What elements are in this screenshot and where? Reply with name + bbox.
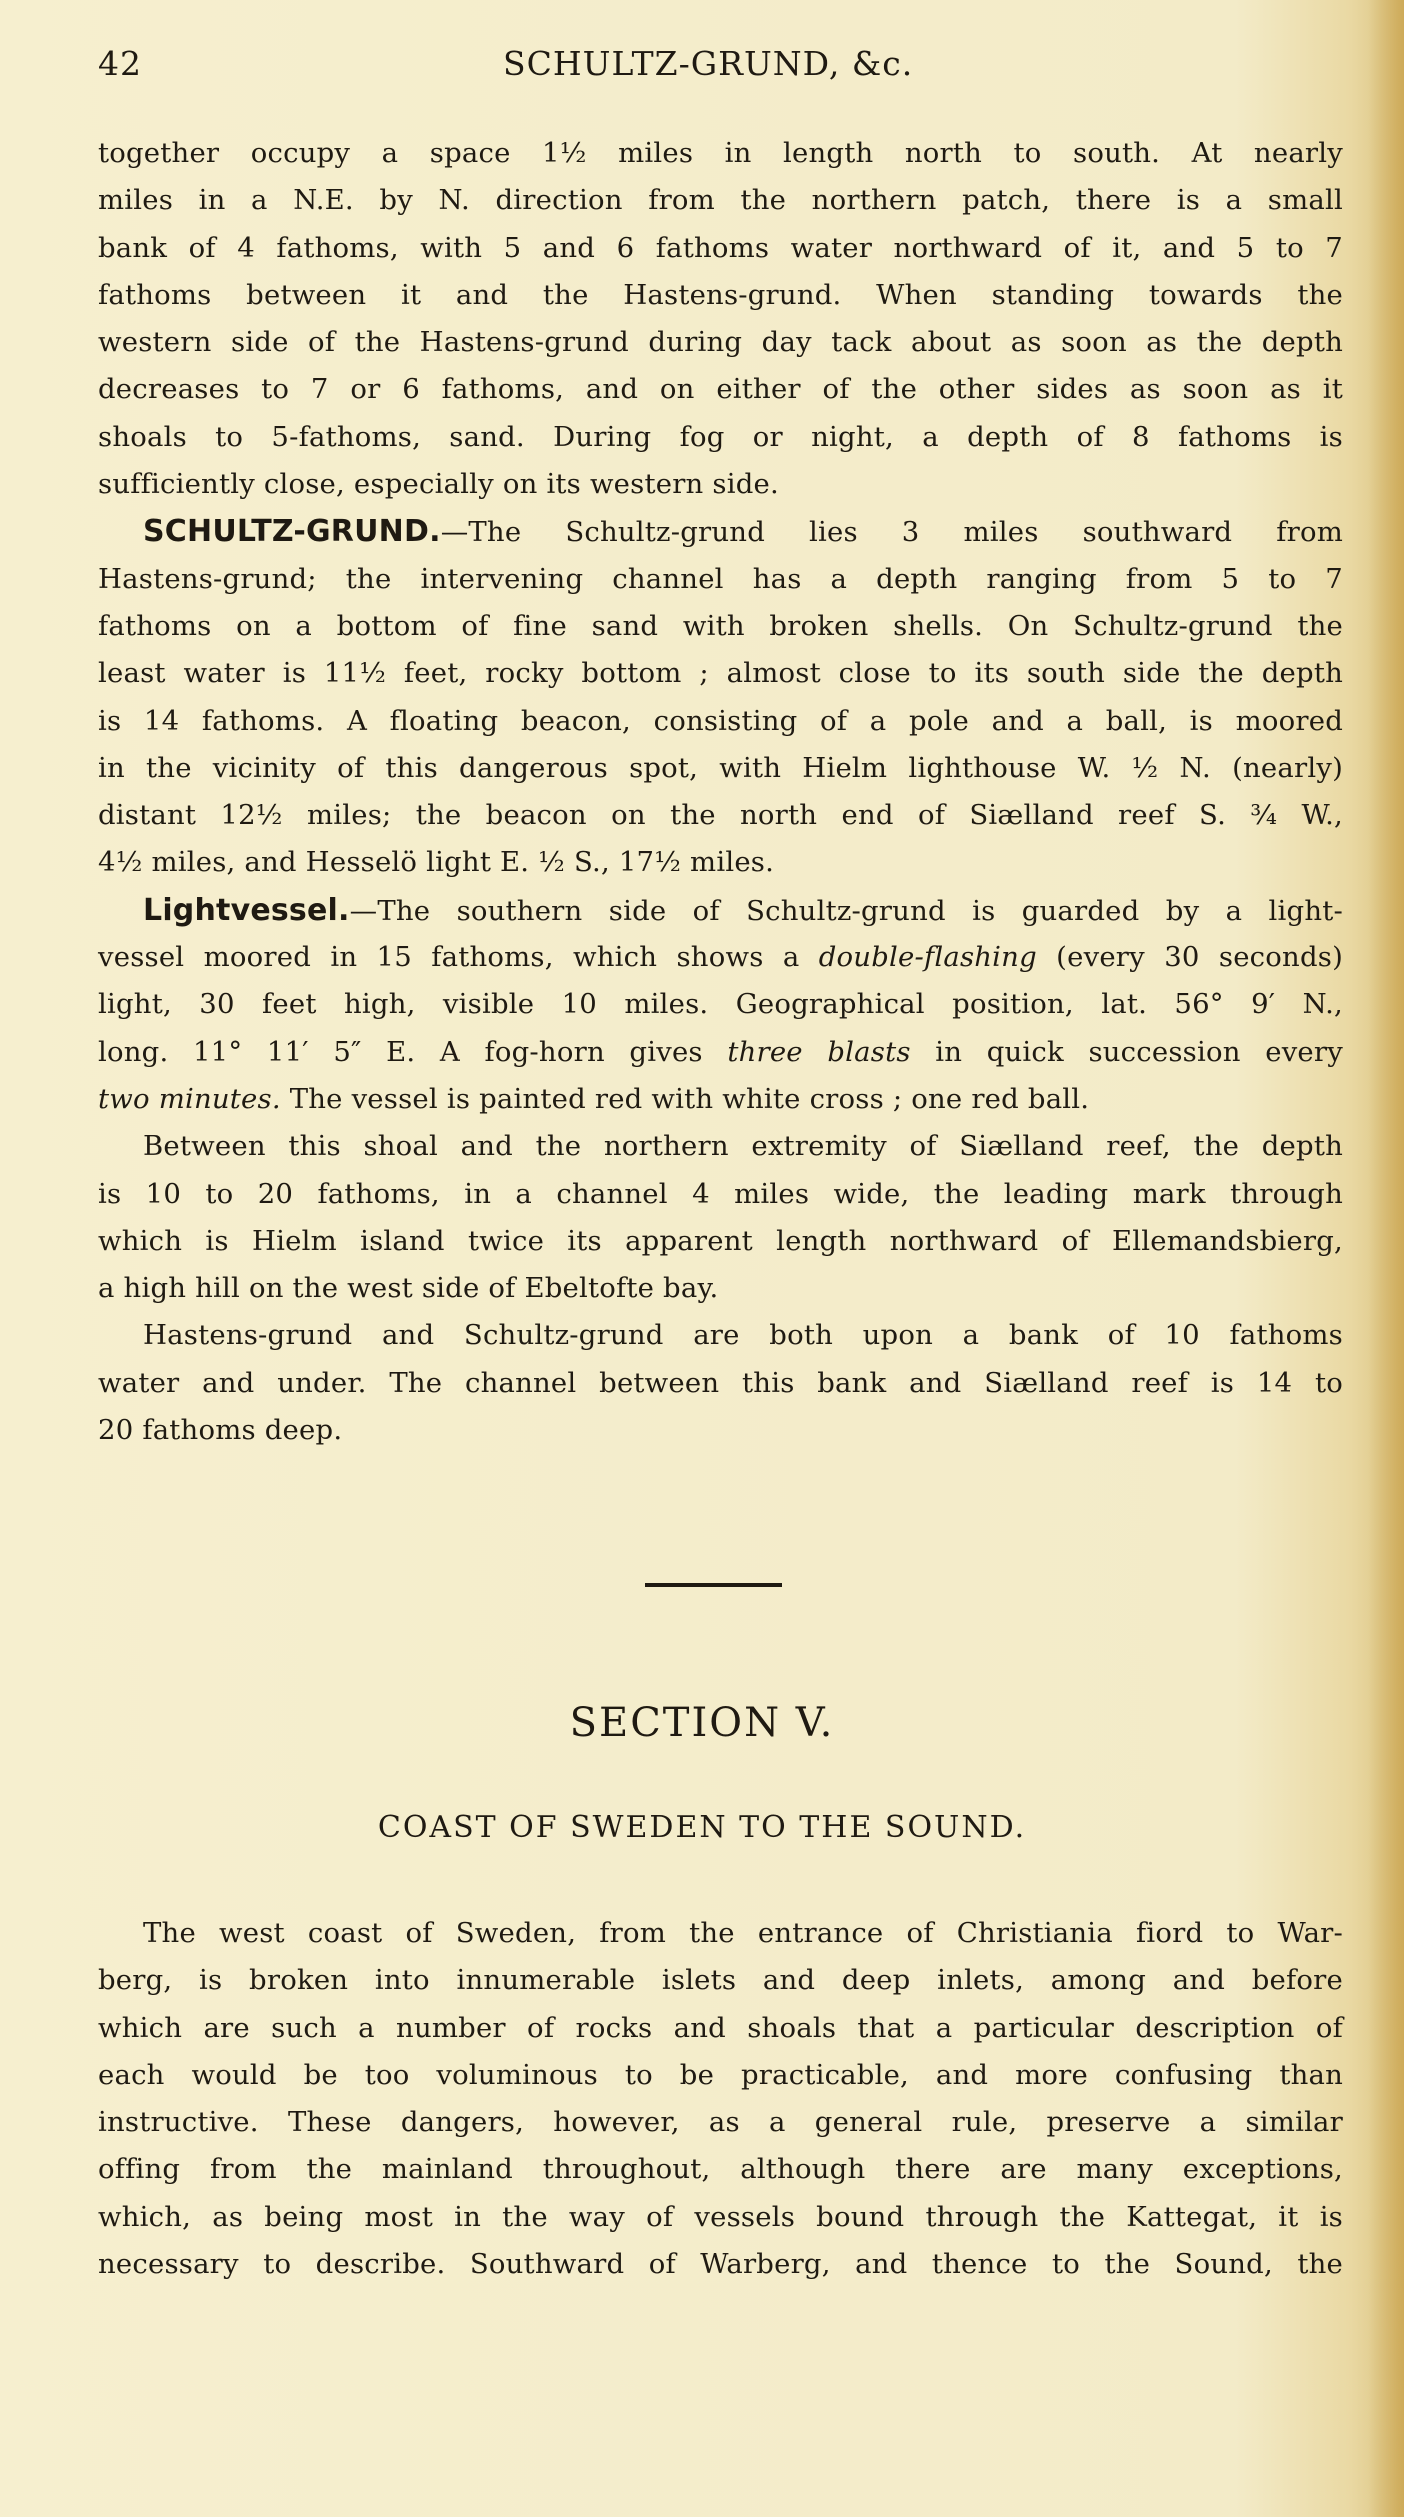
text-line: is 10 to 20 fathoms, in a channel 4 miles wide, the leading mark through	[98, 1177, 1343, 1210]
text-line: fathoms on a bottom of fine sand with broken shells. On Schultz-grund the	[98, 609, 1343, 642]
section-divider-rule	[645, 1583, 782, 1587]
text-line: 4½ miles, and Hesselö light E. ½ S., 17½ miles.	[98, 846, 775, 879]
text-line: miles in a N.E. by N. direction from the northern patch, there is a small	[98, 184, 1343, 217]
section-heading: SECTION V.	[569, 1700, 835, 1746]
text-line: each would be too voluminous to be practicable, and more confusing than	[98, 2058, 1343, 2091]
text-line: Hastens-grund and Schultz-grund are both upon a bank of 10 fathoms	[143, 1319, 1343, 1352]
italic-run: two minutes.	[98, 1082, 281, 1115]
running-head	[98, 44, 1343, 84]
text-line: which, as being most in the way of vessels bound through the Kattegat, it is	[98, 2200, 1343, 2233]
text-line: shoals to 5-fathoms, sand. During fog or night, a depth of 8 fathoms is	[98, 420, 1343, 453]
text-line	[98, 1029, 1343, 1076]
body-text-lower	[98, 1910, 1343, 2288]
text-line: in the vicinity of this dangerous spot, with Hielm lighthouse W. ½ N. (nearly)	[98, 751, 1343, 784]
text-line: distant 12½ miles; the beacon on the north end of Siælland reef S. ¾ W.,	[98, 799, 1343, 832]
text-line: fathoms between it and the Hastens-grund. When standing towards the	[98, 278, 1343, 311]
text-line: necessary to describe. Southward of Warberg, and thence to the Sound, the	[98, 2248, 1343, 2281]
text-line: least water is 11½ feet, rocky bottom ; almost close to its south side the depth	[98, 657, 1343, 690]
italic-run: double-flashing	[818, 941, 1037, 974]
text-line: together occupy a space 1½ miles in length north to south. At nearly	[98, 137, 1343, 169]
running-title: SCHULTZ-GRUND, &c.	[503, 44, 914, 83]
section-subheading: COAST OF SWEDEN TO THE SOUND.	[377, 1810, 1027, 1845]
body-text-upper	[98, 130, 1343, 1454]
text-line: bank of 4 fathoms, with 5 and 6 fathoms water northward of it, and 5 to 7	[98, 231, 1343, 264]
italic-run: three blasts	[727, 1035, 911, 1068]
text-line: The west coast of Sweden, from the entrance of Christiania fiord to War-	[143, 1917, 1343, 1949]
text-run: —The southern side of Schultz-grund is guarded by a light-	[349, 894, 1343, 927]
text-line: instructive. These dangers, however, as a general rule, preserve a similar	[98, 2106, 1343, 2139]
text-run: The vessel is painted red with white cross ; one red ball.	[280, 1082, 1090, 1115]
text-line: which are such a number of rocks and shoals that a particular description of	[98, 2011, 1343, 2044]
text-line: light, 30 feet high, visible 10 miles. Geographical position, lat. 56° 9′ N.,	[98, 988, 1343, 1021]
text-line: which is Hielm island twice its apparent length northward of Ellemandsbierg,	[98, 1224, 1343, 1257]
text-line: a high hill on the west side of Ebeltofte bay.	[98, 1272, 719, 1305]
text-line: Hastens-grund; the intervening channel has a depth ranging from 5 to 7	[98, 562, 1343, 595]
text-run: vessel moored in 15 fathoms, which shows a	[98, 941, 819, 974]
text-run: in quick succession every	[910, 1035, 1343, 1068]
text-line: decreases to 7 or 6 fathoms, and on either of the other sides as soon as it	[98, 373, 1343, 406]
text-line	[98, 934, 1343, 981]
text-line: sufficiently close, especially on its western side.	[98, 468, 779, 501]
text-line: western side of the Hastens-grund during day tack about as soon as the depth	[98, 326, 1343, 359]
page-edge-shadow	[1368, 0, 1404, 2517]
text-line: water and under. The channel between this bank and Siælland reef is 14 to	[98, 1366, 1343, 1399]
text-line: is 14 fathoms. A floating beacon, consisting of a pole and a ball, is moored	[98, 704, 1343, 737]
text-line	[98, 1076, 1343, 1123]
page-number: 42	[98, 44, 142, 83]
text-line: 20 fathoms deep.	[98, 1414, 343, 1447]
schultz-grund-heading: SCHULTZ-GRUND.	[143, 514, 441, 550]
text-line: berg, is broken into innumerable islets and deep inlets, among and before	[98, 1964, 1343, 1997]
lightvessel-heading: Lightvessel.	[143, 892, 350, 928]
text-run: (every 30 seconds)	[1036, 941, 1344, 974]
paragraph-schultz-grund	[98, 508, 1343, 555]
text-run: long. 11° 11′ 5″ E. A fog-horn gives	[98, 1035, 728, 1068]
text-line: offing from the mainland throughout, although there are many exceptions,	[98, 2153, 1343, 2186]
text-run: —The Schultz-grund lies 3 miles southward from	[440, 516, 1343, 549]
text-line: Between this shoal and the northern extremity of Siælland reef, the depth	[143, 1130, 1343, 1163]
paragraph-lightvessel	[98, 887, 1343, 934]
